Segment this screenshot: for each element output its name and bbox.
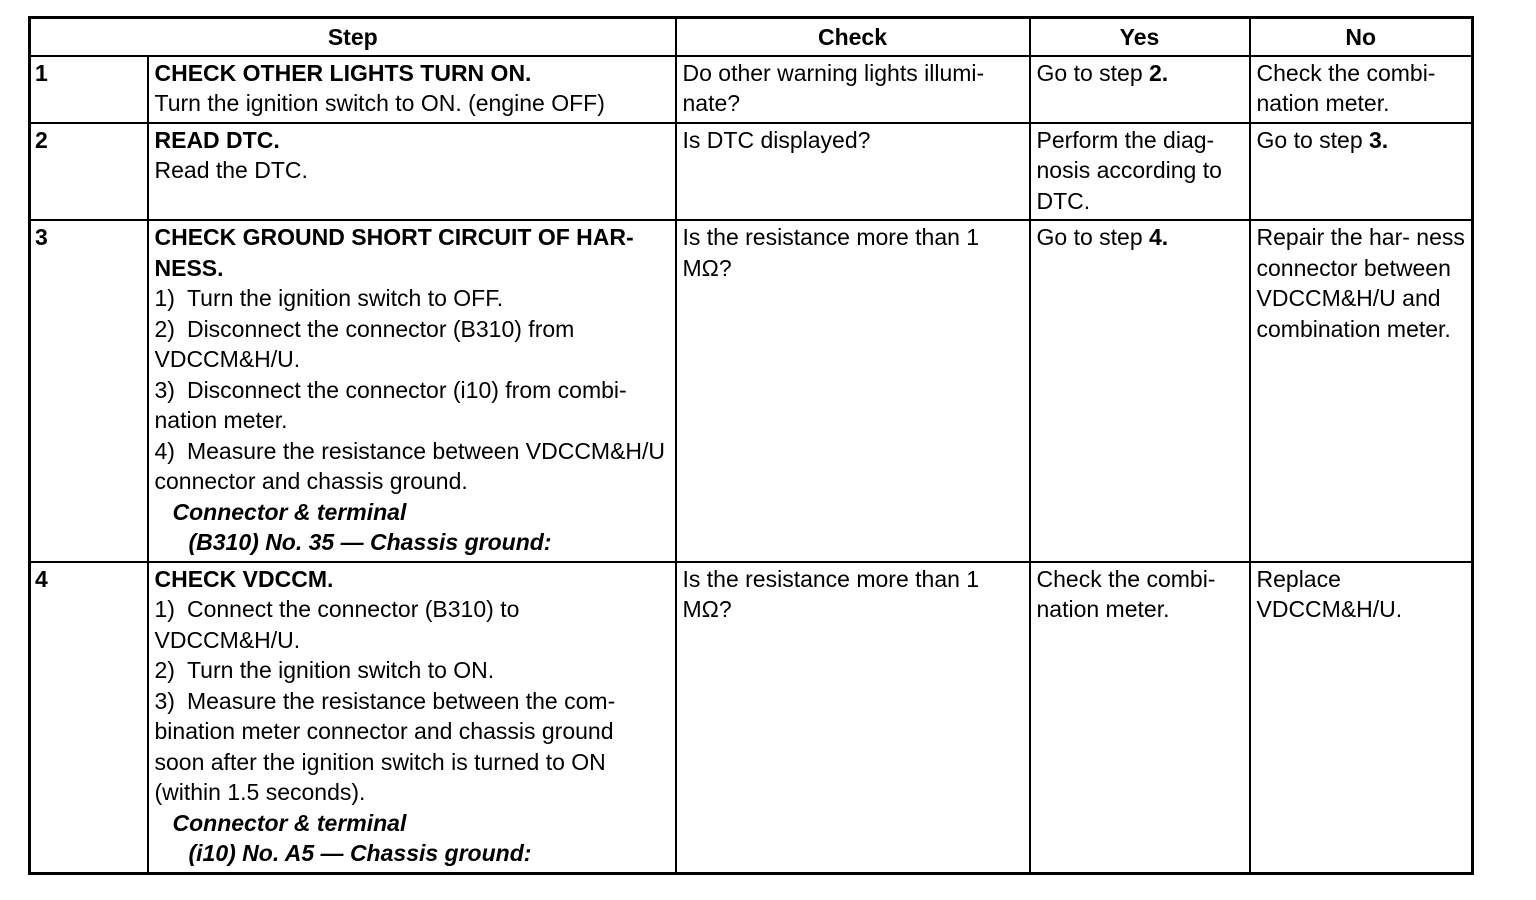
table-row [30,562,1473,874]
sub-step [155,283,669,314]
no-text: Go to step [1256,126,1370,153]
sub-step [155,594,669,655]
sub-step [155,375,669,436]
yes-text: Check the combi- nation meter. [1036,565,1216,622]
sub-step-text: Measure the resistance between VDCCM&H/U connector and chassis ground. [154,437,666,494]
table-row [30,123,1473,221]
sub-step-number: 2) [154,315,175,342]
diagnostic-table [28,16,1474,875]
check-cell: Is the resistance more than 1 MΩ? [676,220,1030,562]
step-title: CHECK OTHER LIGHTS TURN ON. [154,59,532,86]
header-row [30,18,1473,56]
sub-step-text: Disconnect the connector (i10) from combi- nation meter. [154,376,627,433]
step-title: CHECK VDCCM. [154,565,334,592]
sub-step-number: 3) [154,687,175,714]
header-yes: Yes [1030,18,1250,56]
sub-step [155,436,669,497]
yes-text: Go to step [1036,59,1150,86]
step-text: Turn the ignition switch to ON. (engine OFF) [154,90,605,116]
step-number: 3 [30,220,148,562]
check-cell: Do other warning lights illumi- nate? [676,56,1030,123]
sub-step-text: Connect the connector (B310) to VDCCM&H/U. [154,596,520,653]
sub-step-text: Measure the resistance between the com- bination meter connector and chassis ground soon after the ignition switch is turned to ON (within 1.5 seconds). [154,687,616,805]
no-cell [1250,220,1473,562]
sub-step-number: 3) [154,376,175,403]
yes-text: Perform the diag- nosis according to DTC. [1036,126,1222,214]
yes-step-ref: 4. [1149,224,1169,250]
yes-cell [1030,562,1250,874]
connector-terminal-label: Connector & terminal [172,809,407,836]
sub-step-text: Turn the ignition switch to ON. [186,657,495,683]
no-step-ref: 3. [1369,126,1389,153]
step-title: READ DTC. [154,126,280,153]
sub-step [155,314,669,375]
step-title: CHECK GROUND SHORT CIRCUIT OF HAR- NESS. [154,224,634,281]
table-row [30,220,1473,562]
connector-terminal-value: (B310) No. 35 — Chassis ground: [188,529,552,555]
sub-step-text: Disconnect the connector (B310) from VDCCM&H/U. [154,315,575,372]
sub-step-text: Turn the ignition switch to OFF. [186,285,504,311]
step-number: 1 [30,56,148,123]
sub-step [155,686,669,808]
sub-step-number: 2) [154,657,175,683]
no-cell [1250,562,1473,874]
step-description [148,562,676,874]
yes-step-ref: 2. [1149,59,1169,86]
yes-cell [1030,56,1250,123]
step-description [148,123,676,221]
sub-step [155,655,669,686]
sub-step-number: 4) [154,437,175,464]
step-number: 2 [30,123,148,221]
connector-terminal-label: Connector & terminal [172,498,407,525]
header-step: Step [30,18,676,56]
step-text: Read the DTC. [154,157,308,183]
yes-text: Go to step [1036,224,1150,250]
header-no: No [1250,18,1473,56]
step-description [148,220,676,562]
no-cell [1250,56,1473,123]
yes-cell [1030,123,1250,221]
no-cell [1250,123,1473,221]
no-text: Check the combi- nation meter. [1256,59,1436,116]
connector-terminal-value: (i10) No. A5 — Chassis ground: [188,840,532,866]
no-text: Replace VDCCM&H/U. [1256,565,1403,622]
header-check: Check [676,18,1030,56]
check-cell: Is the resistance more than 1 MΩ? [676,562,1030,874]
sub-step-number: 1) [154,285,175,311]
table-row [30,56,1473,123]
no-text: Repair the har- ness connector between VDCCM&H/U and combination meter. [1256,224,1465,342]
check-cell: Is DTC displayed? [676,123,1030,221]
sub-step-number: 1) [154,596,175,622]
yes-cell [1030,220,1250,562]
step-description [148,56,676,123]
step-number: 4 [30,562,148,874]
